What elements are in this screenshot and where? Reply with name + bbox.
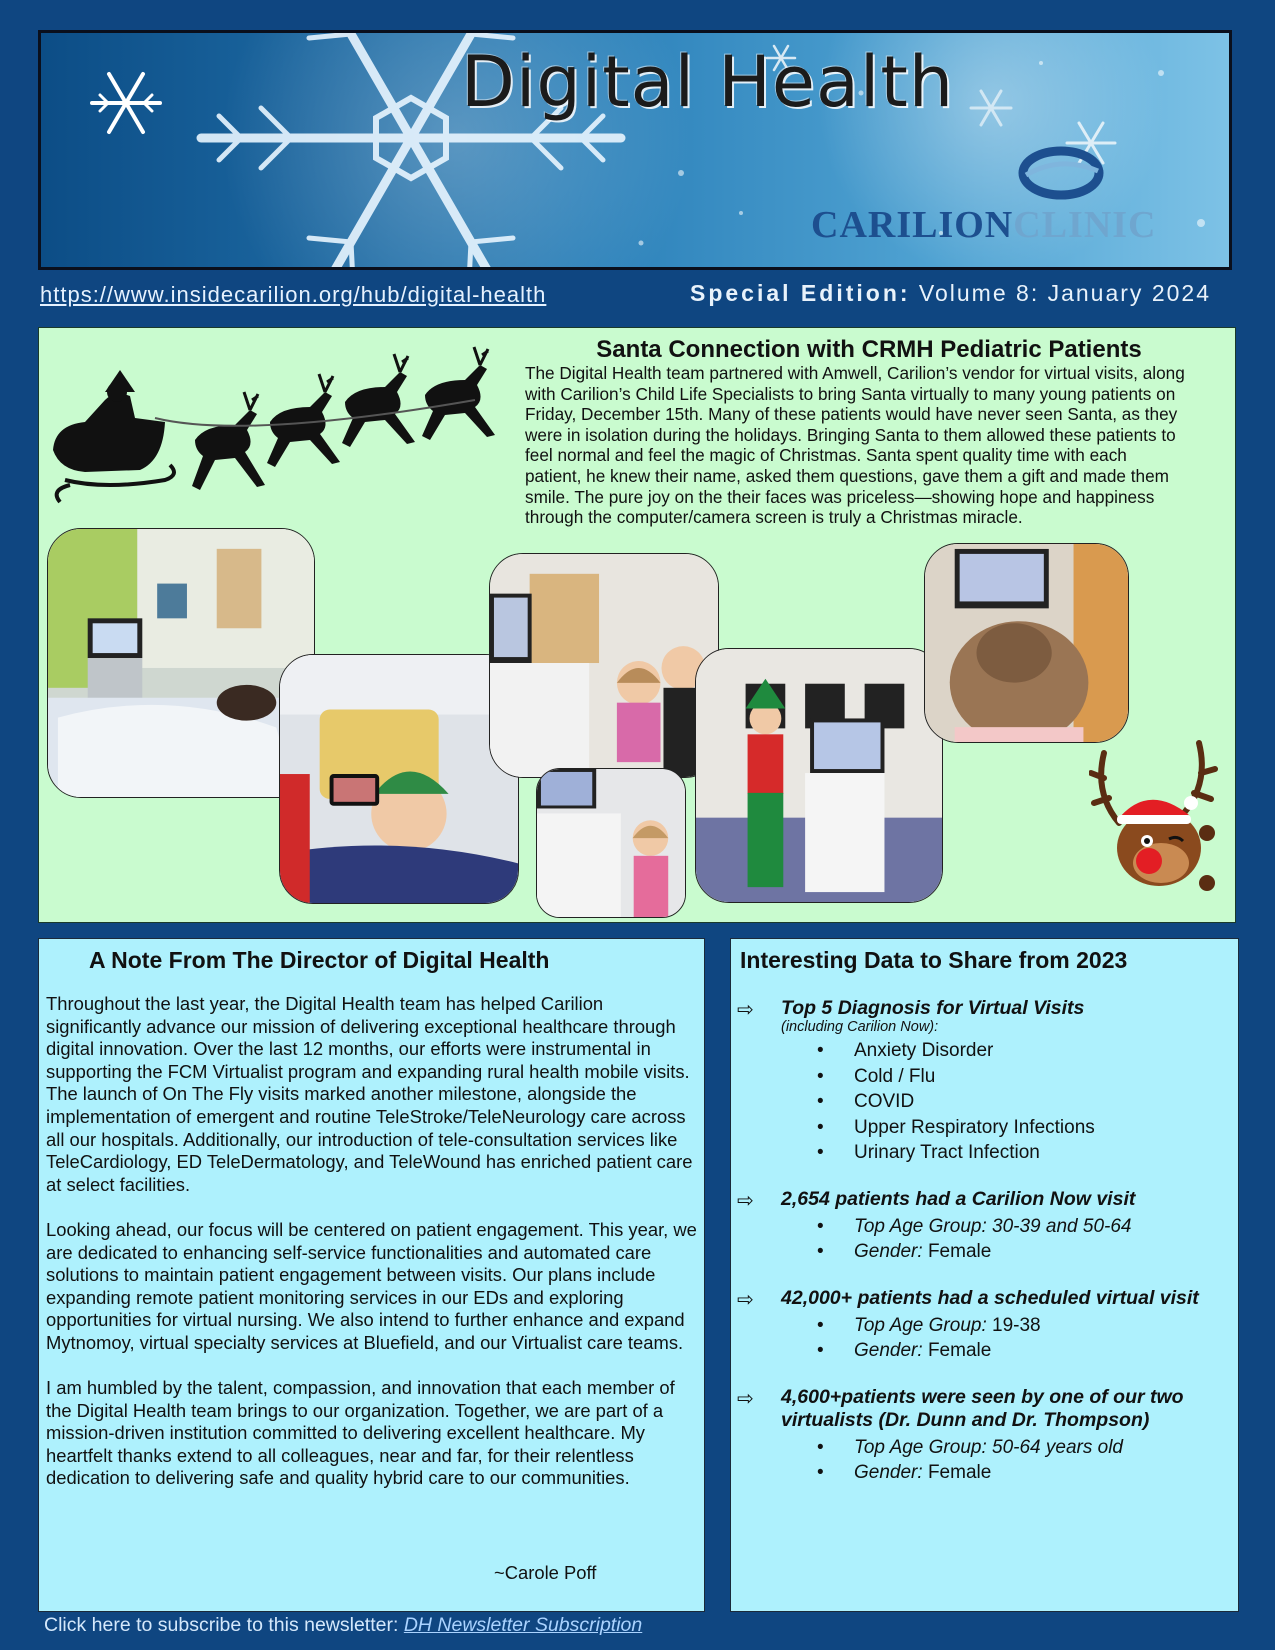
arrow-right-icon: ⇨ (737, 999, 754, 1021)
stat-list (817, 1435, 1227, 1486)
data-entry-carilion-now (737, 1188, 1227, 1265)
note-body (46, 993, 698, 1513)
logo-swoosh-icon (1016, 145, 1106, 205)
photo-child-in-bed (279, 654, 519, 904)
note-paragraph: I am humbled by the talent, compassion, and innovation that each member of the Digital Health team brings to our organization. Together, we are part of a mission-driven institution committed to delivering excellent healthcare. My heartfelt thanks extend to all colleagues, near and far, for their relentless dedication to delivering safe and quality hybrid care to our communities. (46, 1377, 675, 1489)
subscribe-text: Click here to subscribe to this newsletter: (44, 1614, 399, 1636)
director-note-panel (38, 938, 705, 1612)
logo-wordmark (811, 203, 1157, 247)
stat-list (817, 1313, 1227, 1364)
entry-heading: Top 5 Diagnosis for Virtual Visits (781, 997, 1085, 1019)
list-item (817, 1239, 1227, 1265)
note-signature: ~Carole Poff (494, 1562, 597, 1583)
logo-word-carilion: CARILION (811, 204, 1014, 246)
photo-girl-watching-screen (924, 543, 1129, 743)
age-group-label: Top Age Group: 30-39 and 50-64 (854, 1215, 1132, 1237)
edition-line (690, 280, 1211, 307)
header-banner (38, 30, 1232, 270)
age-group-label: Top Age Group: 50-64 years old (854, 1436, 1123, 1458)
stat-list (817, 1214, 1227, 1265)
sleigh-reindeer-icon (45, 330, 525, 520)
diagnosis-list (817, 1038, 1227, 1166)
list-item: • Upper Respiratory Infections (817, 1115, 1227, 1141)
data-2023-panel (730, 938, 1239, 1612)
gender-value: Female (927, 1241, 992, 1262)
edition-label: Special Edition: (690, 280, 911, 306)
subscribe-link[interactable]: DH Newsletter Subscription (403, 1614, 643, 1636)
age-group-label: Top Age Group: (854, 1314, 987, 1336)
data-title: Interesting Data to Share from 2023 (740, 947, 1128, 973)
newsletter-title: Digital Health (461, 41, 955, 123)
carilion-clinic-logo (811, 143, 1157, 263)
age-group-value: 19-38 (992, 1314, 1041, 1336)
gender-label: Gender: (854, 1340, 923, 1361)
list-item (817, 1214, 1227, 1240)
list-item: • Urinary Tract Infection (817, 1140, 1227, 1166)
entry-heading: 2,654 patients had a Carilion Now visit (781, 1187, 1136, 1210)
gender-value: Female (927, 1462, 992, 1483)
rudolph-reindeer-icon (1089, 733, 1219, 903)
entry-subheading: (including Carilion Now): (781, 1019, 939, 1035)
note-paragraph: Throughout the last year, the Digital Health team has helped Carilion significantly advance our mission of delivering exceptional healthcare through digital innovation. Over the last 12 months, our efforts were instrumental in supporting the FCM Virtualist program and expanding rural health mobile visits. The launch of On The Fly visits marked another milestone, alongside the implementation of emergent and routine TeleStroke/TeleNeurology care across all our hospitals. Additionally, our introduction of tele-consultation services like TeleCardiology, ED TeleDermatology, and TeleWound has enriched patient care at select facilities. (46, 993, 693, 1195)
entry-heading: 42,000+ patients had a scheduled virtual visit (781, 1286, 1199, 1309)
edition-value: Volume 8: January 2024 (918, 280, 1211, 306)
list-item (817, 1460, 1227, 1486)
gender-label: Gender: (854, 1241, 923, 1262)
list-item (817, 1313, 1227, 1339)
note-paragraph: Looking ahead, our focus will be centered on patient engagement. This year, we are dedicated to enhancing self-service functionalities and automated care solutions to maintain patient engagement between visits. Our plans include expanding remote patient monitoring services in our EDs and exploring opportunities for virtual nursing. We also intend to further enhance and expand Mytnomoy, virtual specialty services at Bluefield, and our Virtualist care teams. (46, 1218, 697, 1353)
photo-hospital-room (47, 528, 315, 798)
subscribe-footer (44, 1614, 642, 1637)
photo-girl-cart (536, 768, 686, 918)
entry-heading: 4,600+patients were seen by one of our two virtualists (Dr. Dunn and Dr. Thompson) (781, 1385, 1184, 1431)
arrow-right-icon: ⇨ (737, 1387, 754, 1410)
list-item: • COVID (817, 1089, 1227, 1115)
photo-elf-with-cart (695, 648, 943, 903)
list-item (817, 1338, 1227, 1364)
data-entry-top-diagnoses (737, 997, 1227, 1166)
list-item (817, 1435, 1227, 1461)
list-item: • Cold / Flu (817, 1064, 1227, 1090)
gender-label: Gender: (854, 1462, 923, 1483)
photo-telehealth-cart (489, 553, 719, 778)
list-item: • Anxiety Disorder (817, 1038, 1227, 1064)
arrow-right-icon: ⇨ (737, 1189, 754, 1212)
santa-feature-panel (38, 327, 1236, 923)
gender-value: Female (927, 1340, 992, 1361)
data-entry-scheduled-visits (737, 1287, 1227, 1364)
arrow-right-icon: ⇨ (737, 1288, 754, 1311)
logo-word-clinic: CLINIC (1013, 204, 1157, 246)
data-list (737, 997, 1227, 1508)
note-title: A Note From The Director of Digital Health (89, 947, 550, 973)
feature-title: Santa Connection with CRMH Pediatric Patients (596, 336, 1142, 363)
hub-url-link[interactable]: https://www.insidecarilion.org/hub/digital-health (40, 282, 547, 307)
feature-body: The Digital Health team partnered with Amwell, Carilion’s vendor for virtual visits, along with Carilion’s Child Life Specialists to bring Santa virtually to many young patients on Friday, December 15th. Many of these patients would have never seen Santa, as they were in isolation during the holidays. Bringing Santa to them allowed these patients to feel normal and feel the magic of Christmas. Santa spent quality time with each patient, he knew their name, asked them questions, gave them a gift and made them smile. The pure joy on the their faces was priceless—showing hope and happiness through the computer/camera screen is truly a Christmas miracle. (525, 363, 1185, 528)
data-entry-virtualists (737, 1386, 1227, 1486)
